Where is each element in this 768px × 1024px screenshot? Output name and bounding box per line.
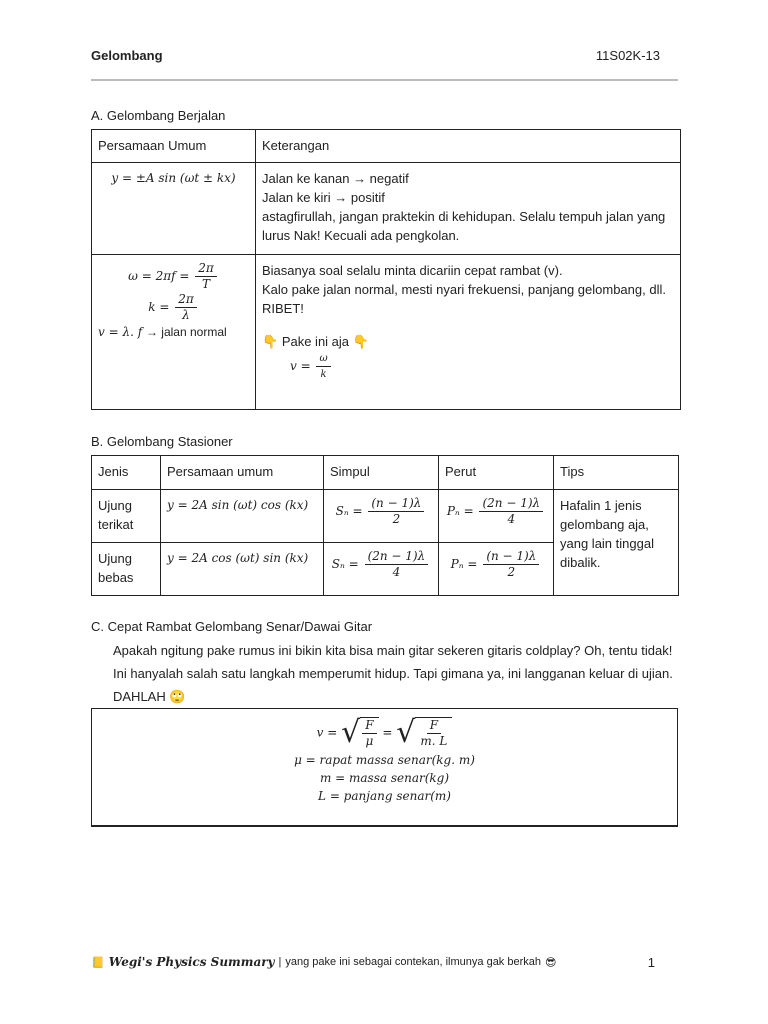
table-a-header-col1: Persamaan Umum <box>92 130 256 163</box>
jenis-ujung-terikat: Ujung terikat <box>92 490 161 543</box>
section-b-heading: B. Gelombang Stasioner <box>91 434 233 449</box>
sunglasses-icon: 😎 <box>545 956 557 969</box>
table-b-header-persamaan: Persamaan umum <box>161 456 324 490</box>
table-a-row2-equations <box>92 255 256 410</box>
table-a-header-col2: Keterangan <box>256 130 681 163</box>
footer-note: yang pake ini sebagai contekan, ilmunya gak berkah <box>285 956 542 968</box>
def-l: L = panjang senar(m) <box>318 789 451 803</box>
perut-ujung-bebas: Pₙ = $\frac{(n - 1)\lambda}{2}$ <box>439 543 554 596</box>
tip-row <box>262 332 674 351</box>
tips-cell: Hafalin 1 jenis gelombang aja, yang lain tinggal dibalik. <box>554 490 679 596</box>
tip-label: Pake ini aja <box>281 334 350 349</box>
section-c-heading: C. Cepat Rambat Gelombang Senar/Dawai Gitar <box>91 619 373 634</box>
table-gelombang-stasioner <box>91 455 679 596</box>
note-left: Jalan ke kiri → positif <box>262 190 385 205</box>
simpul-ujung-terikat: Sₙ = $\frac{(n - 1)\lambda}{2}$ <box>324 490 439 543</box>
def-m: m = massa senar(kg) <box>319 771 450 785</box>
table-a-row1-notes <box>256 163 681 255</box>
table-a-row2-notes <box>256 255 681 410</box>
table-b-header-simpul: Simpul <box>324 456 439 490</box>
omega-equation: ω = 2πf = $\frac{2\pi}{T}$ <box>98 261 249 292</box>
table-b-header-jenis: Jenis <box>92 456 161 490</box>
persamaan-ujung-terikat: y = 2A sin (ωt) cos (kx) <box>161 490 324 543</box>
perut-ujung-terikat: Pₙ = $\frac{(2n - 1)\lambda}{4}$ <box>439 490 554 543</box>
hand-down-icon: 👇 <box>262 334 279 349</box>
tip-formula: v = $\frac{\omega}{k}$ <box>262 351 674 382</box>
note-cepat-rambat: Biasanya soal selalu minta dicariin cepat rambat (v). <box>262 263 563 278</box>
string-speed-formula: v = √ $\frac{F}{\mu}$ = √ $\frac{F}{m. L}$ <box>92 717 677 749</box>
k-equation: k = $\frac{2\pi}{\lambda}$ <box>98 292 249 323</box>
table-b-header-tips: Tips <box>554 456 679 490</box>
document-code: 11S02K-13 <box>595 48 660 63</box>
note-advice: astagfirullah, jangan praktekin di kehidupan. Selalu tempuh jalan yang lurus Nak! Kecuali ada pengkolan. <box>262 209 666 243</box>
document-title: Gelombang <box>91 48 163 63</box>
table-gelombang-berjalan <box>91 129 681 410</box>
hand-down-icon: 👇 <box>352 334 369 349</box>
persamaan-ujung-bebas: y = 2A cos (ωt) sin (kx) <box>161 543 324 596</box>
table-a-row1-equation: y = ±A sin (ωt ± kx) <box>92 163 256 255</box>
footer-separator: | <box>278 956 282 968</box>
header-divider <box>91 79 678 81</box>
v-equation: v = λ. f → jalan normal <box>98 325 227 339</box>
footer <box>91 955 556 969</box>
table-b-header-perut: Perut <box>439 456 554 490</box>
note-ribet: Kalo pake jalan normal, mesti nyari frekuensi, panjang gelombang, dll. RIBET! <box>262 282 666 316</box>
jenis-ujung-bebas: Ujung bebas <box>92 543 161 596</box>
section-c-paragraph: Apakah ngitung pake rumus ini bikin kita bisa main gitar sekeren gitaris coldplay? Oh, tentu tidak! Ini hanyalah salah satu langkah memperumit hidup. Tapi gimana ya, ini langganan keluar di ujian. DAHLAH 🙄 <box>113 643 673 704</box>
section-a-heading: A. Gelombang Berjalan <box>91 108 226 123</box>
def-mu: μ = rapat massa senar(kg. m) <box>294 753 475 767</box>
footer-brand: Wegi's Physics Summary <box>108 955 275 969</box>
notebook-icon: 📒 <box>91 956 105 969</box>
simpul-ujung-bebas: Sₙ = $\frac{(2n - 1)\lambda}{4}$ <box>324 543 439 596</box>
formula-box <box>91 708 678 827</box>
page-number: 1 <box>647 955 655 970</box>
note-right: Jalan ke kanan → negatif <box>262 171 409 186</box>
